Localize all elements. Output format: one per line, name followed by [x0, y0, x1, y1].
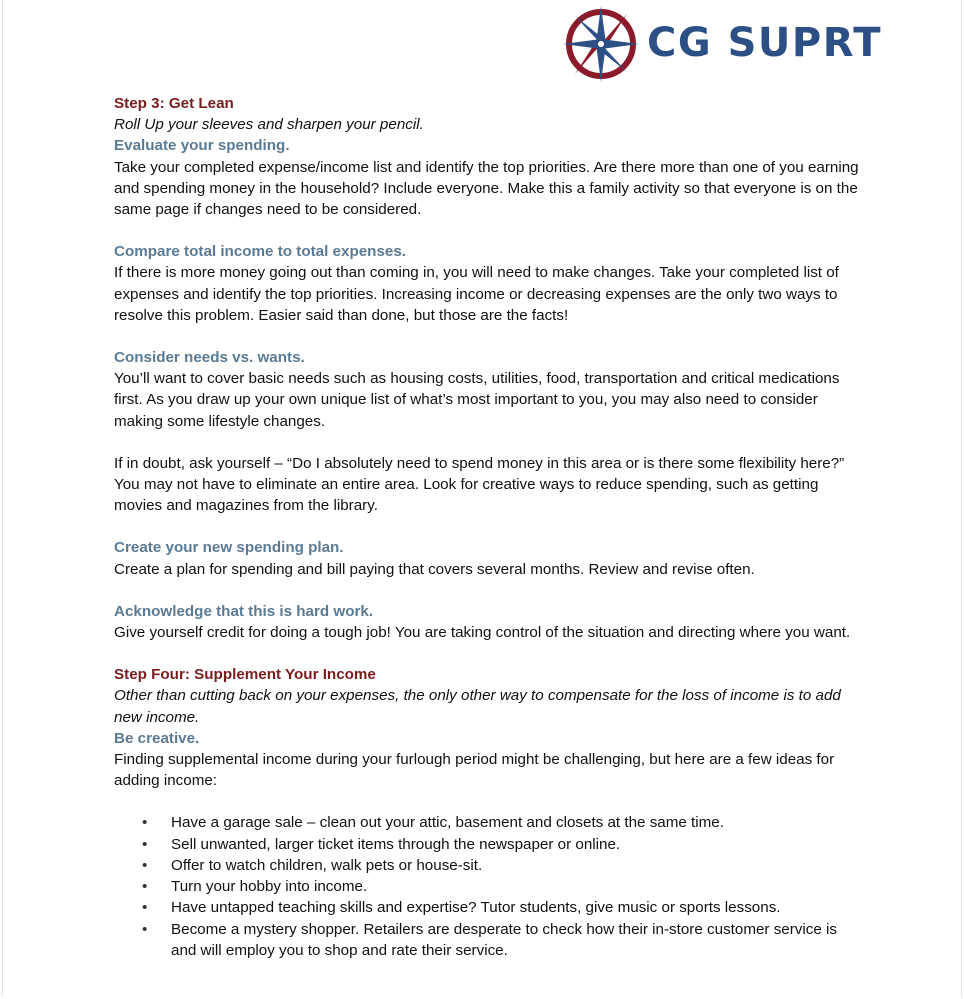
section-paragraph: If in doubt, ask yourself – “Do I absolutely need to spend money in this area or is there some flexibility here?” You may not have to eliminate an entire area. Look for creative ways to reduce spending, such as getting movies and magazines from the library.	[114, 454, 845, 515]
company-logo	[563, 4, 882, 82]
list-item	[114, 897, 864, 918]
step-4-title: Step Four: Supplement Your Income	[114, 666, 376, 684]
bullet-icon: •	[142, 899, 148, 917]
step-4-intro: Finding supplemental income during your furlough period might be challenging, but here are a few ideas for adding income:	[114, 751, 835, 790]
section-heading-needs-wants: Consider needs vs. wants.	[114, 349, 305, 367]
list-item	[114, 834, 864, 855]
bullet-icon: •	[142, 814, 148, 832]
list-item-text: Have a garage sale – clean out your attic, basement and closets at the same time.	[171, 814, 724, 832]
list-item-text: Turn your hobby into income.	[171, 878, 368, 896]
list-item-text: Offer to watch children, walk pets or house-sit.	[171, 856, 483, 874]
document-body	[114, 93, 864, 961]
section-heading-evaluate: Evaluate your spending.	[114, 137, 290, 155]
section-paragraph: You’ll want to cover basic needs such as housing costs, utilities, food, transportation and critical medications first. As you draw up your own unique list of what’s most important to you, you may also need to consider making some lifestyle changes.	[114, 370, 840, 430]
list-item-text: Become a mystery shopper. Retailers are desperate to check how their in-store customer service is and will employ you to shop and rate their service.	[171, 920, 838, 959]
list-item	[114, 812, 864, 833]
list-item-text: Sell unwanted, larger ticket items through the newspaper or online.	[171, 835, 621, 853]
section-heading-spending-plan: Create your new spending plan.	[114, 539, 344, 557]
logo-text: CG SUPRT	[647, 20, 883, 66]
list-item	[114, 876, 864, 897]
list-item-text: Have untapped teaching skills and expertise? Tutor students, give music or sports lessons.	[171, 899, 781, 917]
step-3-subtitle: Roll Up your sleeves and sharpen your pencil.	[114, 116, 424, 134]
bullet-icon: •	[142, 920, 148, 938]
compass-rose-icon	[563, 4, 643, 82]
section-paragraph: Give yourself credit for doing a tough job! You are taking control of the situation and directing where you want.	[114, 624, 851, 642]
bullet-icon: •	[142, 878, 148, 896]
list-item	[114, 919, 864, 961]
section-paragraph: If there is more money going out than coming in, you will need to make changes. Take your completed list of expenses and identify the top priorities. Increasing income or decreasing expenses are the only two ways to resolve this problem. Easier said than done, but those are the facts!	[114, 264, 839, 324]
bullet-icon: •	[142, 856, 148, 874]
section-heading-hard-work: Acknowledge that this is hard work.	[114, 602, 374, 620]
step-3-title: Step 3: Get Lean	[114, 95, 234, 112]
section-paragraph: Create a plan for spending and bill paying that covers several months. Review and revise often.	[114, 560, 755, 578]
step-4-subtitle: Other than cutting back on your expenses, the only other way to compensate for the loss of income is to add new income.	[114, 687, 841, 726]
section-heading-compare: Compare total income to total expenses.	[114, 243, 407, 261]
income-ideas-list	[114, 812, 864, 960]
section-paragraph: Take your completed expense/income list and identify the top priorities. Are there more than one of you earning and spending money in the household? Include everyone. Make this a family activity so that everyone is on the same page if changes need to be considered.	[114, 158, 859, 219]
section-heading-be-creative: Be creative.	[114, 729, 200, 747]
bullet-icon: •	[142, 835, 148, 853]
list-item	[114, 855, 864, 876]
